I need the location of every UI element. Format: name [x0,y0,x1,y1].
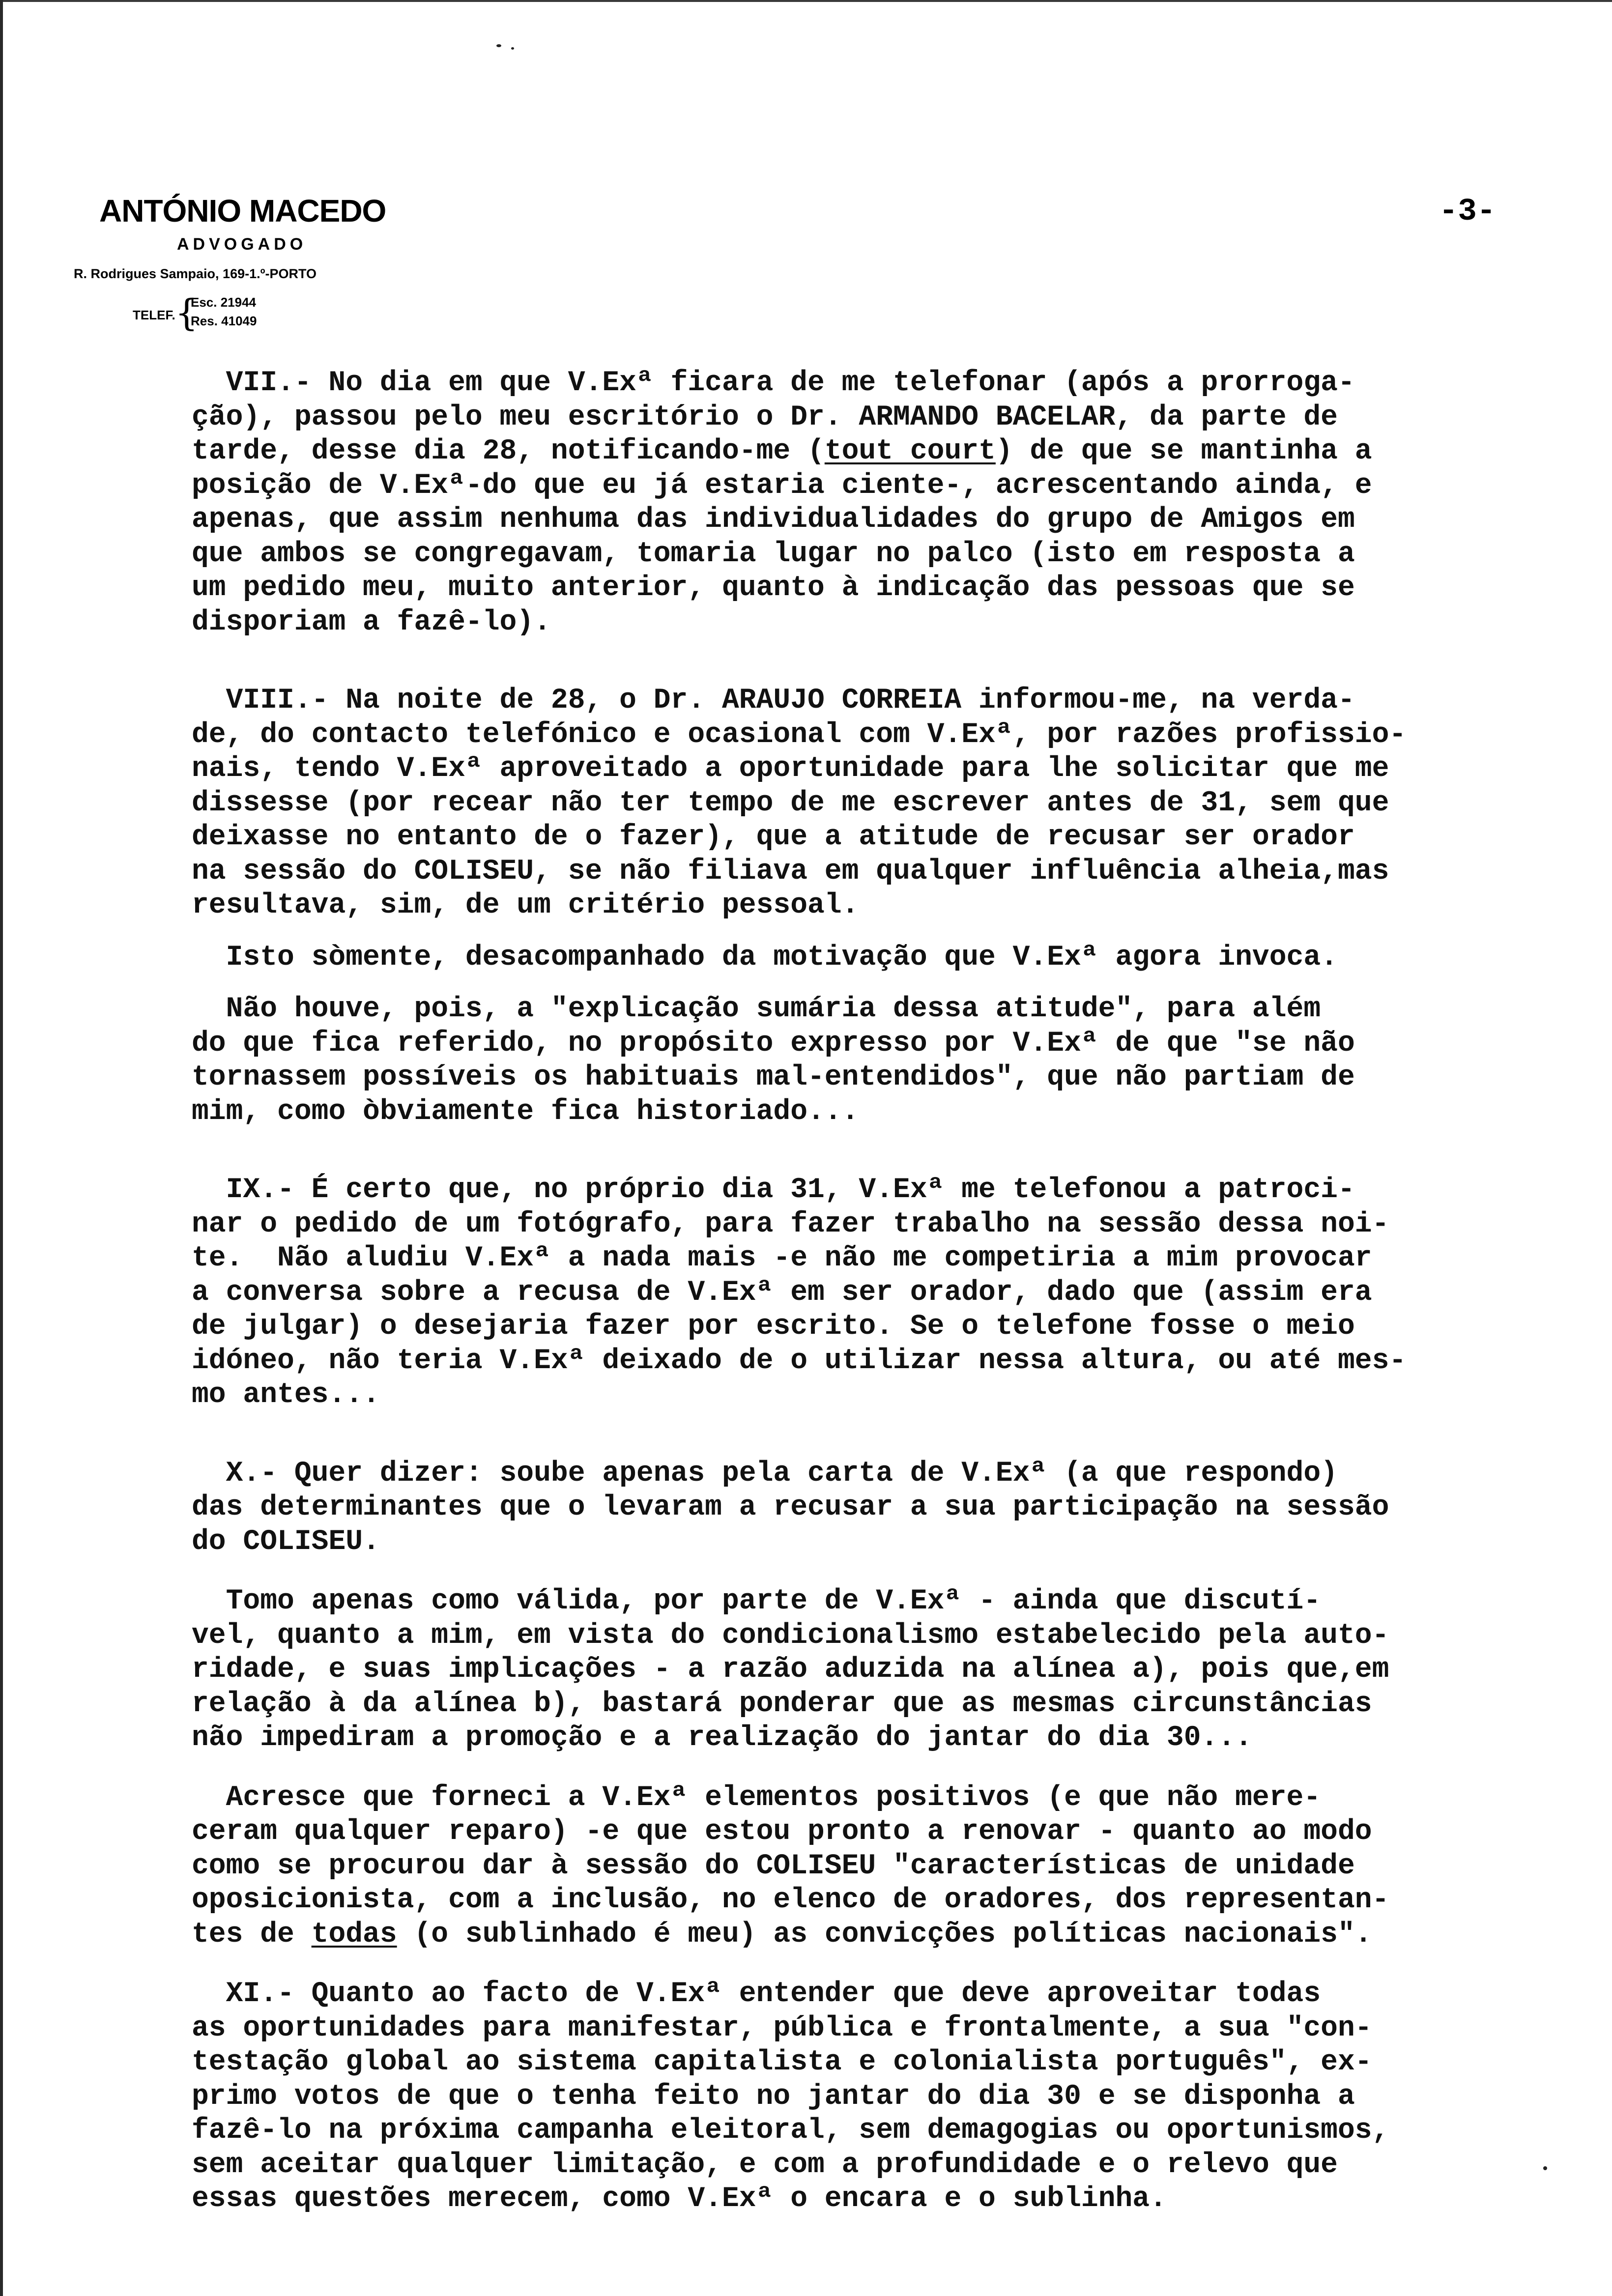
brace-glyph: { [175,292,199,334]
text-line: na sessão do COLISEU, se não filiava em qualquer influência alheia,mas [192,855,1389,888]
paragraph-gap [192,1559,1612,1584]
text-line: fazê-lo na próxima campanha eleitoral, sem demagogias ou oportunismos, [192,2115,1389,2147]
text-line: Não houve, pois, a "explicação sumária dessa atitude", para além [226,993,1321,1025]
text-line: a conversa sobre a recusa de V.Exª em ser orador, dado que (assim era [192,1276,1372,1309]
text-line: VII.- No dia em que V.Exª ficara de me telefonar (após a prorroga- [226,367,1355,399]
text-line: nar o pedido de um fotógrafo, para fazer trabalho na sessão dessa noi- [192,1208,1389,1240]
text-line: Acresce que forneci a V.Exª elementos positivos (e que não mere- [226,1781,1321,1814]
text-line: idóneo, não teria V.Exª deixado de o utilizar nessa altura, ou até mes- [192,1345,1407,1377]
text-line: te. Não aludiu V.Exª a nada mais -e não me competiria a mim provocar [192,1242,1372,1274]
text-line: tornassem possíveis os habituais mal-entendidos", que não partiam de [192,1062,1355,1093]
paragraph-gap [192,1755,1612,1781]
text-line: Tomo apenas como válida, por parte de V.Exª - ainda que discutí- [226,1585,1321,1617]
text-line: deixasse no entanto de o fazer), que a atitude de recusar ser orador [192,821,1355,853]
text-line: IX.- É certo que, no próprio dia 31, V.Exª me telefonou a patroci- [226,1174,1355,1206]
underlined-text: tout court [824,435,996,467]
text-line: dissesse (por recear não ter tempo de me escrever antes de 31, sem que [192,787,1389,819]
paragraph-gap [192,639,1612,684]
text-line: as oportunidades para manifestar, pública e frontalmente, a sua "con- [192,2012,1372,2044]
letterhead-name: ANTÓNIO MACEDO [99,193,386,229]
text-line: de, do contacto telefónico e ocasional com V.Exª, por razões profissio- [192,718,1407,751]
text-line: sem aceitar qualquer limitação, e com a profundidade e o relevo que [192,2149,1338,2181]
paragraph [192,941,1612,975]
text-line: relação à da alínea b), bastará ponderar que as mesmas circunstâncias [192,1688,1372,1720]
paragraph-gap [192,1952,1612,1977]
paragraph [192,1781,1612,1952]
text-line: como se procurou dar à sessão do COLISEU "características de unidade [192,1850,1355,1882]
text-line: essas questões merecem, como V.Exª o encara e o sublinha. [192,2183,1167,2215]
text-line: de julgar) o desejaria fazer por escrito. Se o telefone fosse o meio [192,1311,1355,1343]
paragraph [192,992,1612,1129]
paragraph-gap [192,1412,1612,1457]
paragraph-gap [192,975,1612,992]
text-line: do COLISEU. [192,1525,380,1558]
scan-top-edge [0,0,1612,2]
text-line: XI.- Quanto ao facto de V.Exª entender que deve aproveitar todas [226,1978,1321,2010]
text-line: mim, como òbviamente fica historiado... [192,1095,859,1128]
paragraph [192,684,1612,923]
scan-left-edge [0,0,3,2296]
text-line: primo votos de que o tenha feito no jantar do dia 30 e se disponha a [192,2080,1355,2113]
text-line: X.- Quer dizer: soube apenas pela carta de V.Exª (a que respondo) [226,1457,1338,1490]
paragraph [192,1457,1612,1559]
text-line: oposicionista, com a inclusão, no elenco de oradores, dos representan- [192,1884,1389,1916]
text-line: posição de V.Exª-do que eu já estaria ciente-, acrescentando ainda, e [192,469,1372,502]
text-line: do que fica referido, no propósito expresso por V.Exª de que "se não [192,1027,1355,1060]
letterhead-role: ADVOGADO [177,235,307,254]
text-line: ridade, e suas implicações - a razão aduzida na alínea a), pois que,em [192,1654,1389,1686]
text-line: disporiam a fazê-lo). [192,606,551,638]
phone-office: Esc. 21944 [191,295,257,310]
paragraph [192,1977,1612,2216]
paragraph-gap [192,923,1612,941]
text-line: tarde, desse dia 28, notificando-me (tout court) de que se mantinha a [192,435,1372,467]
paragraph-gap [192,1129,1612,1173]
text-line: apenas, que assim nenhuma das individualidades do grupo de Amigos em [192,504,1355,536]
text-line: não impediram a promoção e a realização do jantar do dia 30... [192,1722,1252,1754]
text-line: das determinantes que o levaram a recusar a sua participação na sessão [192,1492,1389,1523]
text-line: ceram qualquer reparo) -e que estou pronto a renovar - quanto ao modo [192,1816,1372,1848]
text-line: VIII.- Na noite de 28, o Dr. ARAUJO CORREIA informou-me, na verda- [226,685,1355,717]
text-line: vel, quanto a mim, em vista do condicionalismo estabelecido pela auto- [192,1619,1389,1652]
text-line: um pedido meu, muito anterior, quanto à indicação das pessoas que se [192,572,1355,604]
text-line: Isto sòmente, desacompanhado da motivação que V.Exª agora invoca. [226,941,1338,974]
letter-body [192,366,1612,2216]
text-line: mo antes... [192,1379,380,1411]
text-line: tes de todas (o sublinhado é meu) as convicções políticas nacionais". [192,1918,1372,1951]
text-line: testação global ao sistema capitalista e colonialista português", ex- [192,2046,1372,2078]
page-number: -3- [1439,194,1496,230]
text-line: que ambos se congregavam, tomaria lugar no palco (isto em resposta a [192,538,1355,570]
letterhead-address: R. Rodrigues Sampaio, 169-1.º-PORTO [74,266,317,281]
scan-speck [496,44,501,47]
paragraph [192,366,1612,639]
phone-home: Res. 41049 [191,314,257,328]
paragraph [192,1173,1612,1412]
paragraph [192,1584,1612,1755]
scan-speck [511,47,514,50]
text-line: ção), passou pelo meu escritório o Dr. ARMANDO BACELAR, da parte de [192,401,1338,433]
phone-label: TELEF. [133,308,175,322]
underlined-text: todas [311,1918,397,1951]
text-line: resultava, sim, de um critério pessoal. [192,890,859,921]
text-line: nais, tendo V.Exª aproveitado a oportunidade para lhe solicitar que me [192,753,1389,785]
